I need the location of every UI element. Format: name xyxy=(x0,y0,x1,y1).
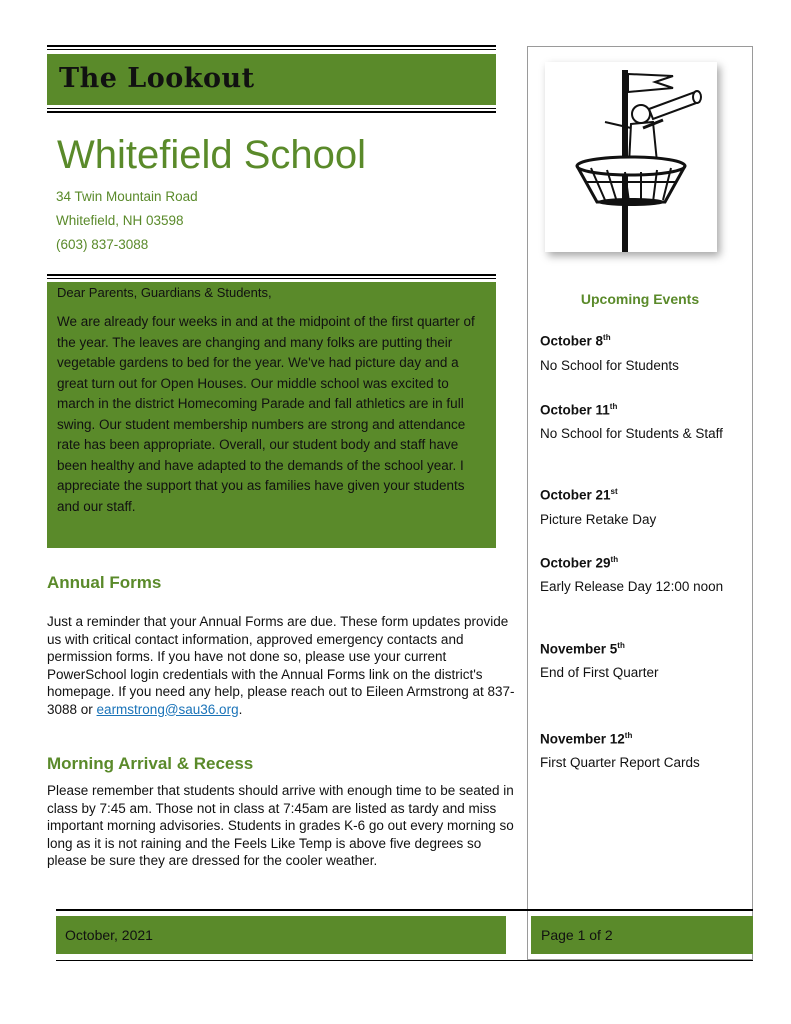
event-date-text: November 12 xyxy=(540,731,625,747)
letter-top-rule xyxy=(47,274,496,276)
letter-top-rule-thin xyxy=(47,278,496,279)
lookout-illustration-svg xyxy=(545,62,717,252)
top-rule xyxy=(47,45,496,47)
masthead-rule-thin xyxy=(47,108,496,109)
address-line-2: Whitefield, NH 03598 xyxy=(56,213,184,228)
footer-bottom-rule xyxy=(56,960,753,961)
letter-body: We are already four weeks in and at the midpoint of the first quarter of the year. The leaves are changing and many folks are putting their vegetable gardens to bed for the year. We've had picture day and a great turn out for Open Houses. Our middle school was excited to march in the district Homecoming Parade and fall athletics are in full swing. Our student membership numbers are strong and attendance rate has been appropriate. Overall, our student body and staff have been healthy and have adapted to the demands of the school year. I appreciate the support that you as families have given your students and our staff. xyxy=(57,314,475,514)
address-line-1: 34 Twin Mountain Road xyxy=(56,189,198,204)
annual-forms-text xyxy=(47,613,522,718)
event-description: End of First Quarter xyxy=(540,665,659,680)
event-date-suffix: th xyxy=(617,641,625,650)
footer-date: October, 2021 xyxy=(65,927,153,943)
event-date-suffix: th xyxy=(610,555,619,564)
masthead-banner xyxy=(47,54,496,105)
email-link[interactable]: earmstrong@sau36.org xyxy=(96,701,239,717)
event-date xyxy=(540,555,618,571)
event-description: Picture Retake Day xyxy=(540,512,657,527)
annual-forms-heading: Annual Forms xyxy=(47,573,162,592)
newsletter-title: The Lookout xyxy=(59,63,255,94)
school-name: Whitefield School xyxy=(57,133,367,177)
event-date xyxy=(540,731,632,747)
event-date-text: November 5 xyxy=(540,641,618,657)
annual-forms-body: Just a reminder that your Annual Forms are due. These form updates provide us with critical contact information, approved emergency contacts and permission forms. If you have not done so, please use your current PowerSchool login credentials with the Annual Forms link on the district's homepage. If you need any help, please reach out to Eileen Armstrong at 837-3088 or xyxy=(47,614,515,717)
lookout-man-with-telescope-icon xyxy=(545,62,717,252)
principal-letter xyxy=(47,282,496,548)
footer-page-number: Page 1 of 2 xyxy=(541,927,613,943)
footer-date-bar xyxy=(56,916,506,954)
event-date-text: October 29 xyxy=(540,555,611,571)
event-date-suffix: th xyxy=(624,731,633,740)
school-phone: (603) 837-3088 xyxy=(56,237,149,252)
upcoming-events-heading: Upcoming Events xyxy=(580,291,700,307)
event-description: First Quarter Report Cards xyxy=(540,755,700,770)
event-description: Early Release Day 12:00 noon xyxy=(540,579,724,594)
event-date-suffix: th xyxy=(603,333,611,342)
morning-arrival-text: Please remember that students should arrive with enough time to be seated in class by 7:45 am. Those not in class at 7:45am are listed as tardy and miss important morning advisories. Students in grades K-6 go out every morning so long as it is not raining and the Feels Like Temp is above five degrees so please be sure they are dressed for the cooler weather. xyxy=(47,783,514,868)
event-date xyxy=(540,333,611,349)
top-rule-thin xyxy=(47,49,496,50)
masthead-rule xyxy=(47,111,496,113)
event-date xyxy=(540,487,618,503)
event-date-suffix: st xyxy=(610,487,618,496)
event-date-suffix: th xyxy=(609,402,618,411)
letter-salutation: Dear Parents, Guardians & Students, xyxy=(57,285,272,300)
footer-rule xyxy=(56,909,753,911)
event-date-text: October 8 xyxy=(540,333,604,349)
footer-page-bar xyxy=(531,916,753,954)
event-date xyxy=(540,641,625,657)
morning-arrival-heading: Morning Arrival & Recess xyxy=(47,754,254,773)
event-description: No School for Students xyxy=(540,358,679,373)
annual-forms-end: . xyxy=(238,701,243,717)
event-description: No School for Students & Staff xyxy=(540,426,723,441)
event-date xyxy=(540,402,617,418)
event-date-text: October 21 xyxy=(540,487,611,503)
event-date-text: October 11 xyxy=(540,402,610,418)
